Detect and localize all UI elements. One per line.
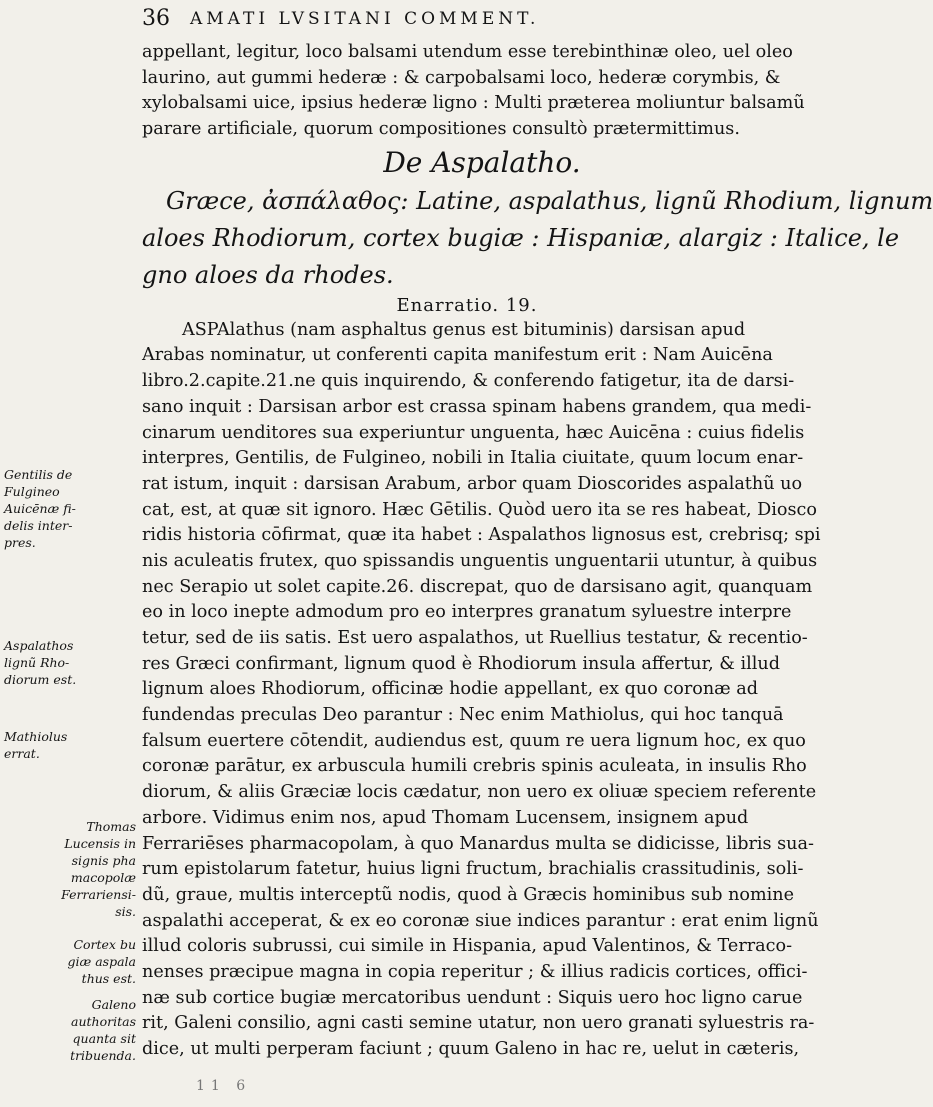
names-line: gno aloes da rhodes. xyxy=(142,260,394,289)
text-line: Arabas nominatur, ut conferenti capita manifestum erit : Nam Auicēna xyxy=(142,345,773,366)
margin-note-line: Ferrariensi- xyxy=(61,887,136,902)
margin-note-line: giæ aspala xyxy=(67,954,136,969)
names-line: aloes Rhodiorum, cortex bugiæ : Hispaniæ, alargiz : Italice, le xyxy=(142,223,900,252)
margin-note-line: Mathiolus xyxy=(4,729,68,744)
margin-note-line: signis pha xyxy=(71,853,136,868)
text-line: lignum aloes Rhodiorum, officinæ hodie appellant, ex quo coronæ ad xyxy=(142,679,759,700)
margin-note-line: thus est. xyxy=(81,971,136,986)
text-line: coronæ parātur, ex arbuscula humili crebris spinis aculeata, in insulis Rho xyxy=(142,756,807,777)
text-line: ridis historia cōfirmat, quæ ita habet : Aspalathos lignosus est, crebrisq; spi xyxy=(142,525,821,546)
text-line: næ sub cortice bugiæ mercatoribus uendunt : Siquis uero hoc ligno carue xyxy=(142,987,803,1008)
text-line: cinarum uenditores sua experiuntur unguenta, hæc Auicēna : cuius fidelis xyxy=(142,422,805,443)
text-line: parare artificiale, quorum compositiones consultò prætermittimus. xyxy=(142,119,740,140)
margin-note-cortex xyxy=(0,936,136,987)
text-line: nenses præcipue magna in copia reperitur ; & illius radicis cortices, offici- xyxy=(142,961,808,982)
text-line: res Græci confirmant, lignum quod è Rhodiorum insula affertur, & illud xyxy=(142,653,780,674)
margin-note-line: Aspalathos xyxy=(4,638,74,653)
text-line: ASPAlathus (nam asphaltus genus est bituminis) darsisan apud xyxy=(182,319,746,340)
margin-note-line: errat. xyxy=(4,746,40,761)
text-line: nec Serapio ut solet capite.26. discrepat, quo de darsisano agit, quanquam xyxy=(142,576,813,597)
margin-note-line: Thomas xyxy=(86,819,136,834)
enarratio-heading: Enarratio. 19. xyxy=(396,294,538,316)
text-line: laurino, aut gummi hederæ : & carpobalsami loco, hederæ corymbis, & xyxy=(142,67,781,88)
margin-note-aspalathos xyxy=(4,637,140,688)
text-line: aspalathi acceperat, & ex eo coronæ siue indices parantur : erat enim lignũ xyxy=(142,910,819,931)
text-line: rat istum, inquit : darsisan Arabum, arbor quam Dioscorides aspalathũ uo xyxy=(142,473,803,494)
names-line: Græce, ἀσπάλαθος: Latine, aspalathus, lignũ Rhodium, lignum xyxy=(166,186,933,215)
page-number: 36 xyxy=(142,6,170,31)
margin-note-thomas xyxy=(0,818,136,920)
margin-note-galeno xyxy=(0,996,136,1064)
text-line: falsum euertere cōtendit, audiendus est, quum re uera lignum hoc, ex quo xyxy=(142,730,806,751)
margin-note-line: tribuenda. xyxy=(70,1048,136,1063)
section-title: De Aspalatho. xyxy=(383,145,581,179)
margin-note-line: delis inter- xyxy=(4,518,73,533)
margin-note-line: Gentilis de xyxy=(4,467,73,482)
margin-note-line: authoritas xyxy=(71,1014,136,1029)
text-line: rum epistolarum fatetur, huius ligni fructum, brachialis crassitudinis, soli- xyxy=(142,859,804,880)
text-line: arbore. Vidimus enim nos, apud Thomam Lucensem, insignem apud xyxy=(142,807,749,828)
margin-note-mathiolus xyxy=(4,728,140,762)
text-line: xylobalsami uice, ipsius hederæ ligno : Multi præterea moliuntur balsamũ xyxy=(142,93,805,114)
main-text xyxy=(142,40,933,1063)
text-line: eo in loco inepte admodum pro eo interpres granatum syluestre interpre xyxy=(142,602,792,623)
margin-note-line: Cortex bu xyxy=(73,937,136,952)
text-line: nis aculeatis frutex, quo spissandis unguentis unguentarii utuntur, à quibus xyxy=(142,550,818,571)
margin-note-line: Auicēnæ fi- xyxy=(4,501,76,516)
margin-notes xyxy=(0,0,140,1107)
text-line: dũ, graue, multis interceptũ nodis, quod à Græcis hominibus sub nomine xyxy=(142,884,795,905)
margin-note-line: Fulgineo xyxy=(4,484,60,499)
margin-note-line: Lucensis in xyxy=(64,836,136,851)
text-line: tetur, sed de iis satis. Est uero aspalathos, ut Ruellius testatur, & recentio- xyxy=(142,628,808,648)
text-line: Ferrariēses pharmacopolam, à quo Manardus multa se didicisse, libris sua- xyxy=(142,833,814,854)
margin-note-line: Galeno xyxy=(91,997,136,1012)
running-title: AMATI LVSITANI COMMENT. xyxy=(190,9,540,29)
text-line: fundendas preculas Deo parantur : Nec enim Mathiolus, qui hoc tanquā xyxy=(142,705,784,726)
text-line: cat, est, at quæ sit ignoro. Hæc Gētilis. Quòd uero ita se res habeat, Diosco xyxy=(142,499,817,520)
margin-note-line: sis. xyxy=(115,904,136,919)
margin-note-gentilis xyxy=(4,466,140,551)
page-header xyxy=(140,4,800,36)
margin-note-line: pres. xyxy=(4,535,36,550)
text-line: dice, ut multi perperam faciunt ; quum Galeno in hac re, uelut in cæteris, xyxy=(142,1039,800,1059)
text-line: interpres, Gentilis, de Fulgineo, nobili in Italia ciuitate, quum locum enar- xyxy=(142,448,804,469)
margin-note-line: quanta sit xyxy=(72,1031,136,1046)
text-line: illud coloris subrussi, cui simile in Hispania, apud Valentinos, & Terraco- xyxy=(142,936,793,957)
margin-note-line: macopolæ xyxy=(70,870,136,885)
margin-note-line: lignũ Rho- xyxy=(4,655,70,670)
text-line: rit, Galeni consilio, agni casti semine utatur, non uero granati syluestris ra- xyxy=(142,1013,815,1034)
footer-mark: 11 6 xyxy=(196,1078,252,1094)
text-line: libro.2.capite.21.ne quis inquirendo, & conferendo fatigetur, ita de darsi- xyxy=(142,371,795,392)
text-line: appellant, legitur, loco balsami utendum esse terebinthinæ oleo, uel oleo xyxy=(142,42,793,62)
text-line: diorum, & aliis Græciæ locis cædatur, non uero ex oliuæ speciem referente xyxy=(142,782,817,803)
text-line: sano inquit : Darsisan arbor est crassa spinam habens grandem, qua medi- xyxy=(142,396,812,417)
margin-note-line: diorum est. xyxy=(4,672,77,687)
